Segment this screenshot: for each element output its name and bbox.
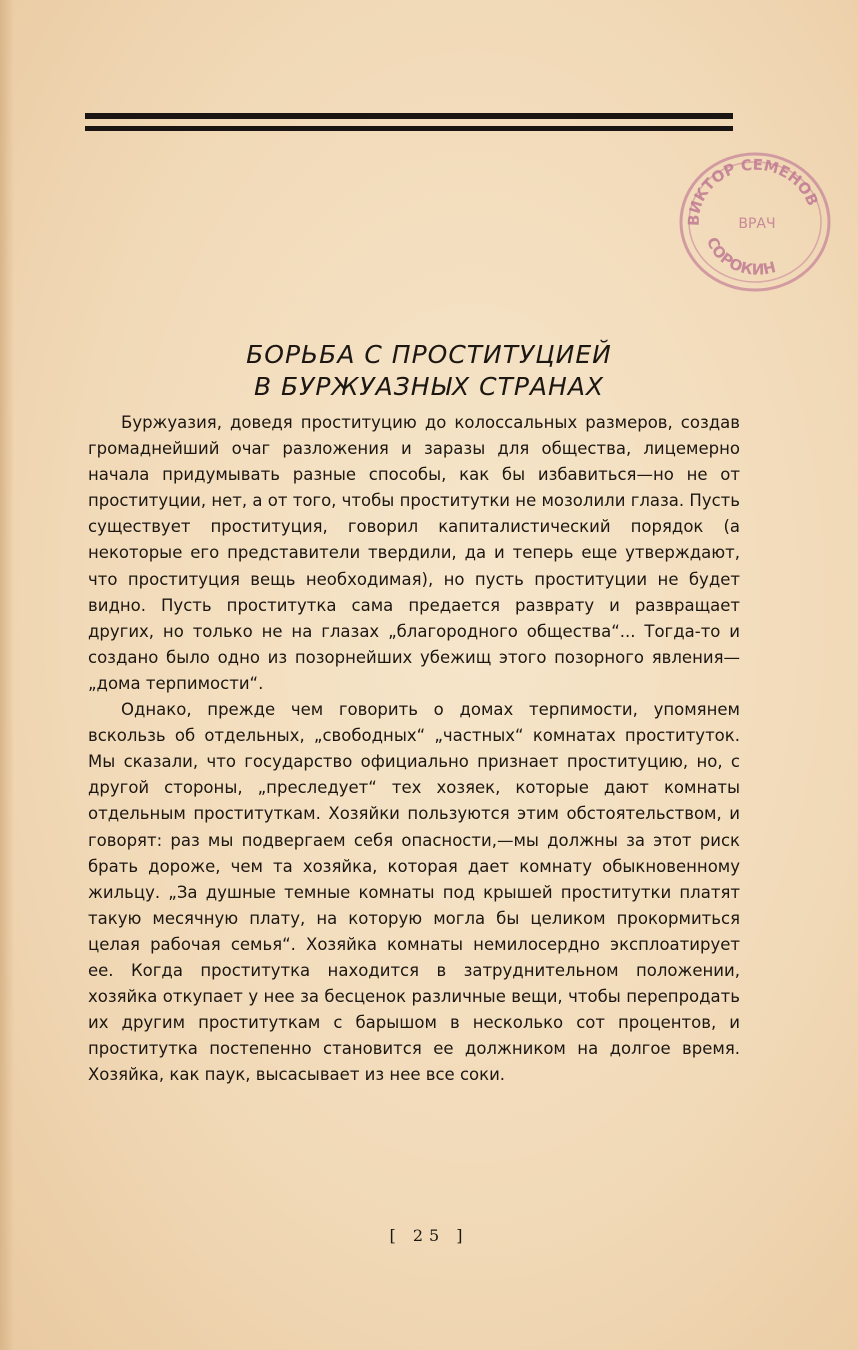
page-number: [ 25 ] xyxy=(389,1226,469,1245)
page-edge-shadow xyxy=(0,0,14,1350)
stamp-arc-bottom: СОРОКИН xyxy=(702,234,778,279)
header-rule-top xyxy=(85,113,733,119)
paragraph-1: Буржуазия, доведя проституцию до колоссальных размеров, создав громаднейший очаг разложения и заразы для общества, лицемерно начала придумывать разные способы, как бы избавиться—но не от проституции, нет, а от того, чтобы проститутки не мозолили глаза. Пусть существует проституция, говорил капиталистический порядок (а некоторые его представители твердили, да и теперь еще утверждают, что проституция вещь необходимая), но пусть проституции не будет видно. Пусть проститутка сама предается разврату и развращает других, но только не на глазах „благородного общества“... Тогда-то и создано было одно из позорнейших убежищ этого позорного явления—„дома терпимости“. xyxy=(88,413,740,693)
doctor-stamp xyxy=(677,148,832,293)
chapter-title-line-1: БОРЬБА С ПРОСТИТУЦИЕЙ xyxy=(246,340,612,369)
header-rule-bottom xyxy=(85,126,733,131)
paragraph-2: Однако, прежде чем говорить о домах терпимости, упомянем вскользь об отдельных, „свободных“ „частных“ комнатах проституток. Мы сказали, что государство официально признает проституцию, но, с другой стороны, „преследует“ тех хозяек, которые дают комнаты отдельным проституткам. Хозяйки пользуются этим обстоятельством, и говорят: раз мы подвергаем себя опасности,—мы должны за этот риск брать дороже, чем та хозяйка, которая дает комнату обыкновенному жильцу. „За душные темные комнаты под крышей проститутки платят такую месячную плату, на которую могла бы целиком прокормиться целая рабочая семья“. Хозяйка комнаты немилосердно эксплоатирует ее. Когда проститутка находится в затруднительном положении, хозяйка откупает у нее за бесценок различные вещи, чтобы перепродать их другим проституткам с барышом в несколько сот процентов, и проститутка постепенно становится ее должником на долгое время. Хозяйка, как паук, высасывает из нее все соки. xyxy=(88,700,740,1085)
stamp-center: ВРАЧ xyxy=(738,216,776,232)
svg-text:СОРОКИН xyxy=(703,234,778,278)
chapter-title-line-2: В БУРЖУАЗНЫХ СТРАНАХ xyxy=(253,372,605,401)
stamp-arc-top: ВИКТОР СЕМЕНОВ xyxy=(684,155,822,227)
body-text xyxy=(88,410,740,1088)
